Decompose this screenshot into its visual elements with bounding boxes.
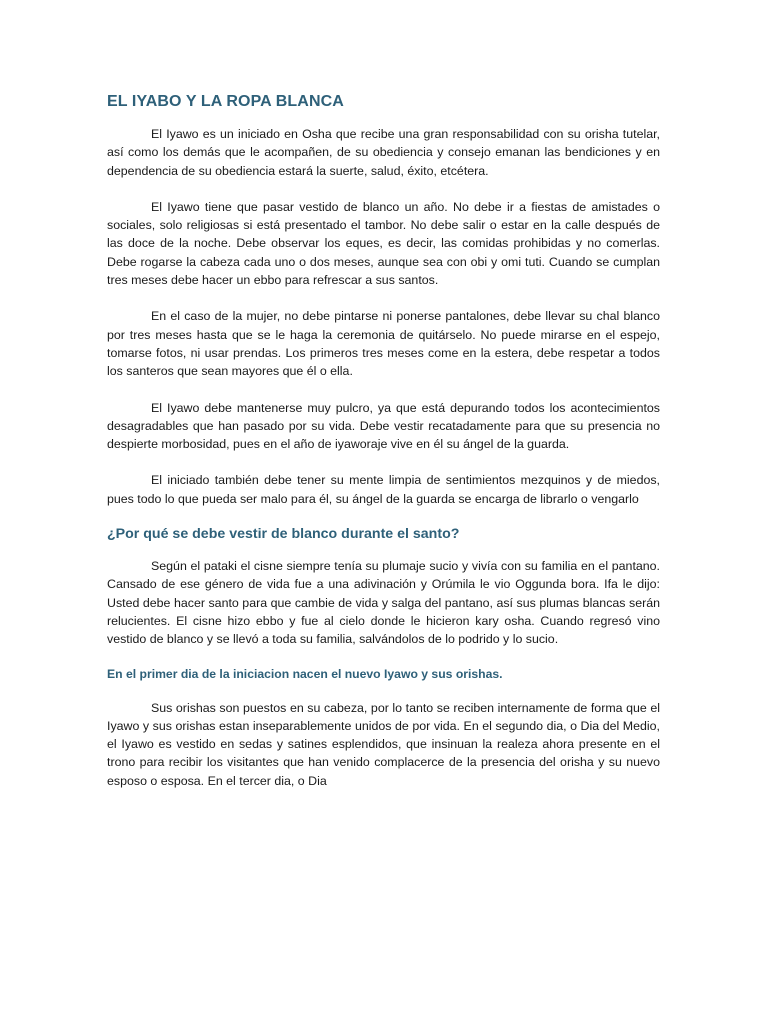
paragraph-orishas-head: Sus orishas son puestos en su cabeza, por lo tanto se reciben internamente de forma que el Iyawo y sus orishas estan inseparablemente unidos de por vida. En el segundo dia, o Dia del Medio, el Iyawo es vestido en sedas y satines esplendidos, que insinuan la realeza ahora presente en el trono para recibir los visitantes que han venido complacerce de la presencia del orisha y su nuevo esposo o esposa. En el tercer dia, o Dia bbox=[107, 700, 660, 788]
paragraph-iyawo-cleanliness: El Iyawo debe mantenerse muy pulcro, ya que está depurando todos los acontecimientos desagradables que han pasado por su vida. Debe vestir recatadamente para que su presencia no despierte morbosidad, pues en el año de iyaworaje vive en él su ángel de la guarda. bbox=[107, 400, 660, 452]
paragraph-iyawo-rules: El Iyawo tiene que pasar vestido de blanco un año. No debe ir a fiestas de amistades o sociales, solo religiosas si está presentado el tambor. No debe salir o estar en la calle después de las doce de la noche. Debe observar los eques, es decir, las comidas prohibidas y no comerlas. Debe rogarse la cabeza cada uno o dos meses, aunque sea con obi y omi tuti. Cuando se cumplan tres meses debe hacer un ebbo para refrescar a sus santos. bbox=[107, 199, 660, 288]
section-heading-why-white: ¿Por qué se debe vestir de blanco durante el santo? bbox=[107, 526, 460, 543]
document-title: EL IYABO Y LA ROPA BLANCA bbox=[107, 93, 344, 110]
paragraph-iyawo-responsibility: El Iyawo es un iniciado en Osha que recibe una gran responsabilidad con su orisha tutelar, así como los demás que le acompañen, de su obediencia y consejo emanan las bendiciones y en dependencia de su obediencia estará la suerte, salud, éxito, etcétera. bbox=[107, 127, 660, 178]
paragraph-pataki-swan: Según el pataki el cisne siempre tenía su plumaje sucio y vivía con su familia en el pantano. Cansado de ese género de vida fue a una adivinación y Orúmila le vio Oggunda bora. Ifa le dijo: Usted debe hacer santo para que cambie de vida y salga del pantano, así sus plumas blancas serán relucientes. El cisne hizo ebbo y fue al cielo donde le hicieron kary osha. Cuando regresó vino vestido de blanco y se llevó a toda su familia, salvándolos de lo podrido y lo sucio. bbox=[107, 559, 660, 647]
document-page bbox=[107, 86, 660, 808]
paragraph-woman-rules: En el caso de la mujer, no debe pintarse ni ponerse pantalones, debe llevar su chal blanco por tres meses hasta que se le haga la ceremonia de quitárselo. No puede mirarse en el espejo, tomarse fotos, ni usar prendas. Los primeros tres meses come en la estera, debe respetar a todos los santeros que sean mayores que él o ella. bbox=[107, 309, 660, 379]
paragraph-iniciado-mind: El iniciado también debe tener su mente limpia de sentimientos mezquinos y de miedos, pues todo lo que pueda ser malo para él, su ángel de la guarda se encarga de librarlo o vengarlo bbox=[107, 473, 660, 506]
section-heading-first-day: En el primer dia de la iniciacion nacen el nuevo Iyawo y sus orishas. bbox=[107, 666, 503, 681]
